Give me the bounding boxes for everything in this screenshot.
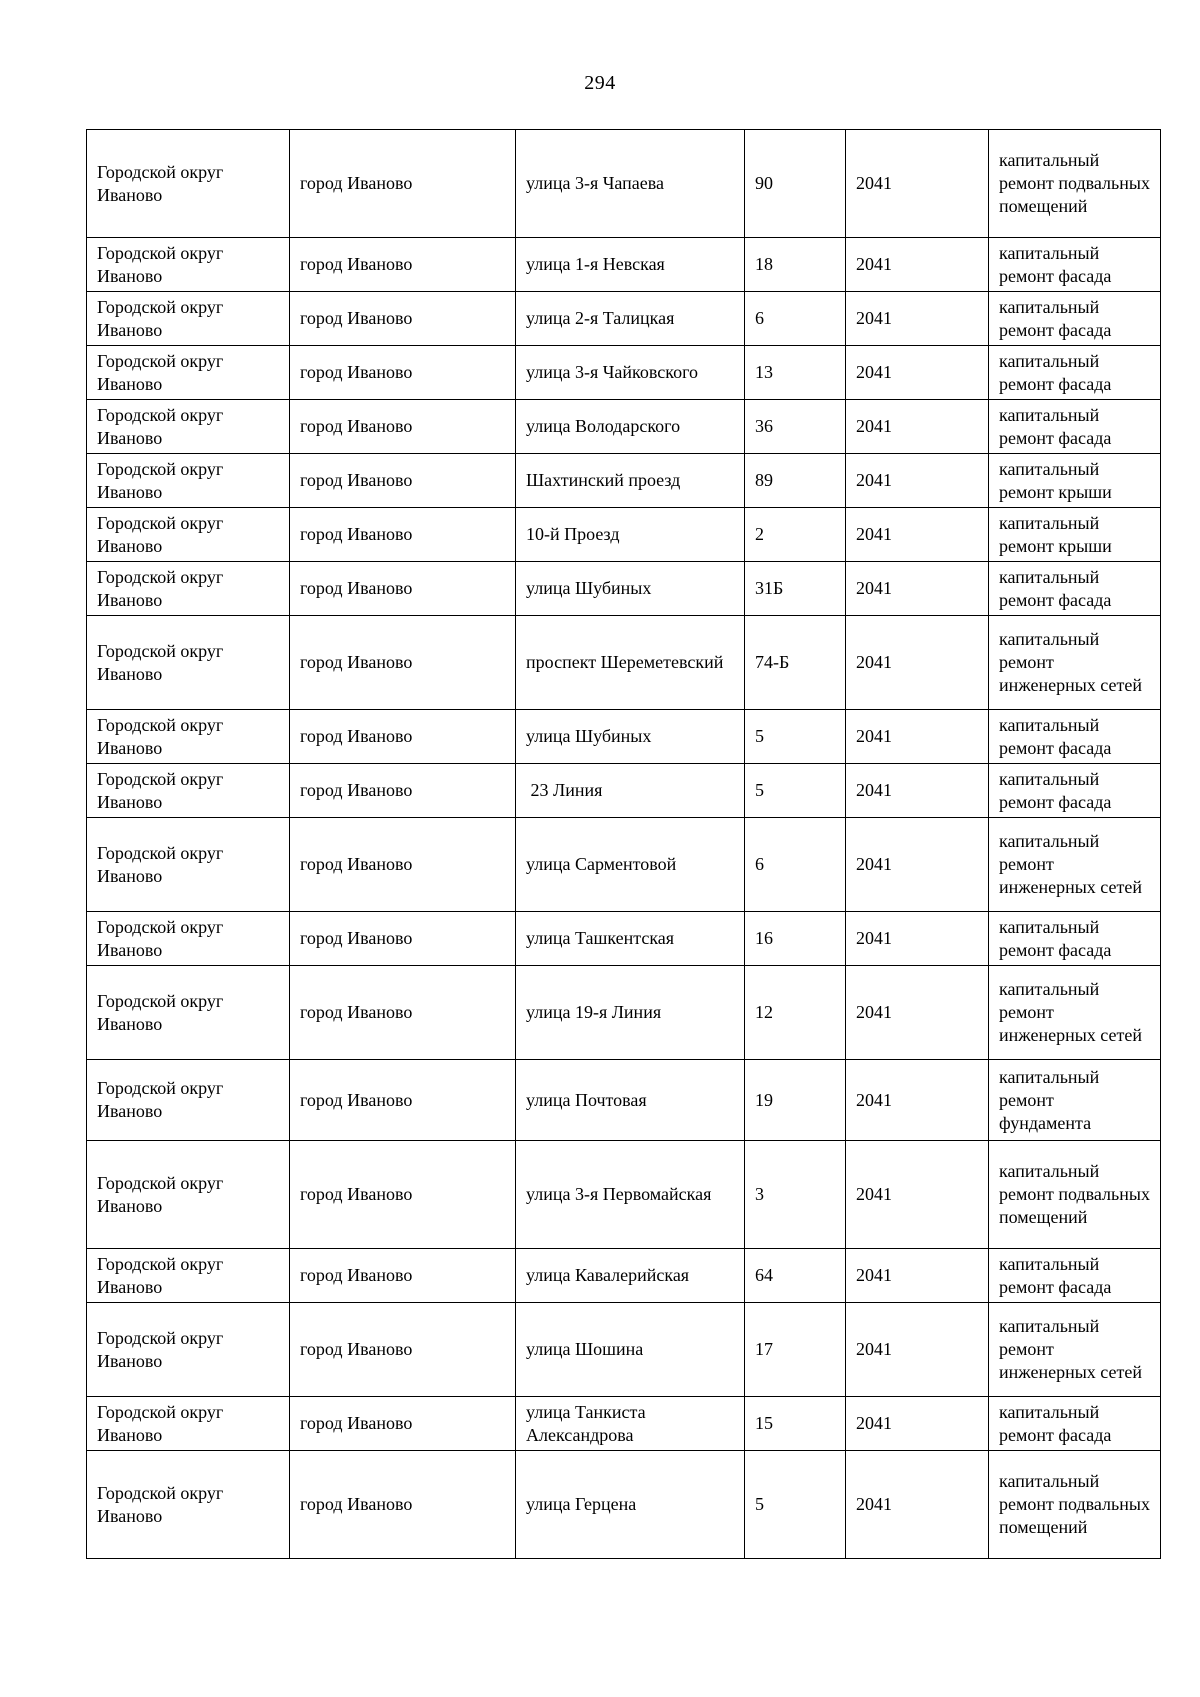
house-cell: 89 — [745, 454, 846, 508]
locality-cell: город Иваново — [290, 966, 516, 1060]
house-cell: 2 — [745, 508, 846, 562]
table-row — [87, 764, 1161, 818]
table-row — [87, 292, 1161, 346]
municipality-cell: Городской округ Иваново — [87, 1303, 290, 1397]
year-cell: 2041 — [846, 130, 989, 238]
year-cell: 2041 — [846, 562, 989, 616]
work-type-cell: капитальный ремонт фасада — [989, 400, 1161, 454]
street-cell: Шахтинский проезд — [516, 454, 745, 508]
municipality-cell: Городской округ Иваново — [87, 966, 290, 1060]
page-number: 294 — [584, 72, 616, 94]
year-cell: 2041 — [846, 292, 989, 346]
table-row — [87, 562, 1161, 616]
locality-cell: город Иваново — [290, 1451, 516, 1559]
work-type-cell: капитальный ремонт фасада — [989, 238, 1161, 292]
street-cell: улица Шошина — [516, 1303, 745, 1397]
work-type-cell: капитальный ремонт подвальных помещений — [989, 130, 1161, 238]
street-cell: улица 3-я Первомайская — [516, 1141, 745, 1249]
locality-cell: город Иваново — [290, 616, 516, 710]
year-cell: 2041 — [846, 238, 989, 292]
work-type-cell: капитальный ремонт подвальных помещений — [989, 1141, 1161, 1249]
housing-repair-table — [86, 129, 1161, 1559]
table-row — [87, 1397, 1161, 1451]
house-cell: 15 — [745, 1397, 846, 1451]
municipality-cell: Городской округ Иваново — [87, 130, 290, 238]
street-cell: улица Герцена — [516, 1451, 745, 1559]
house-cell: 5 — [745, 710, 846, 764]
locality-cell: город Иваново — [290, 238, 516, 292]
table-row — [87, 346, 1161, 400]
locality-cell: город Иваново — [290, 1060, 516, 1141]
municipality-cell: Городской округ Иваново — [87, 1249, 290, 1303]
street-cell: улица Шубиных — [516, 562, 745, 616]
house-cell: 64 — [745, 1249, 846, 1303]
table-row — [87, 1141, 1161, 1249]
municipality-cell: Городской округ Иваново — [87, 1397, 290, 1451]
year-cell: 2041 — [846, 1451, 989, 1559]
locality-cell: город Иваново — [290, 818, 516, 912]
year-cell: 2041 — [846, 454, 989, 508]
locality-cell: город Иваново — [290, 1397, 516, 1451]
street-cell: 10-й Проезд — [516, 508, 745, 562]
table-row — [87, 912, 1161, 966]
year-cell: 2041 — [846, 1303, 989, 1397]
year-cell: 2041 — [846, 346, 989, 400]
municipality-cell: Городской округ Иваново — [87, 818, 290, 912]
street-cell: улица 1-я Невская — [516, 238, 745, 292]
work-type-cell: капитальный ремонт подвальных помещений — [989, 1451, 1161, 1559]
table-row — [87, 400, 1161, 454]
house-cell: 5 — [745, 764, 846, 818]
locality-cell: город Иваново — [290, 912, 516, 966]
work-type-cell: капитальный ремонт крыши — [989, 508, 1161, 562]
year-cell: 2041 — [846, 1060, 989, 1141]
municipality-cell: Городской округ Иваново — [87, 912, 290, 966]
work-type-cell: капитальный ремонт инженерных сетей — [989, 1303, 1161, 1397]
municipality-cell: Городской округ Иваново — [87, 346, 290, 400]
work-type-cell: капитальный ремонт фундамента — [989, 1060, 1161, 1141]
house-cell: 31Б — [745, 562, 846, 616]
house-cell: 3 — [745, 1141, 846, 1249]
year-cell: 2041 — [846, 764, 989, 818]
table-row — [87, 1451, 1161, 1559]
table-row — [87, 1060, 1161, 1141]
house-cell: 12 — [745, 966, 846, 1060]
street-cell: улица Танкиста Александрова — [516, 1397, 745, 1451]
house-cell: 90 — [745, 130, 846, 238]
table-row — [87, 508, 1161, 562]
table-row — [87, 710, 1161, 764]
locality-cell: город Иваново — [290, 764, 516, 818]
house-cell: 16 — [745, 912, 846, 966]
year-cell: 2041 — [846, 400, 989, 454]
house-cell: 19 — [745, 1060, 846, 1141]
work-type-cell: капитальный ремонт инженерных сетей — [989, 616, 1161, 710]
municipality-cell: Городской округ Иваново — [87, 562, 290, 616]
locality-cell: город Иваново — [290, 1249, 516, 1303]
street-cell: улица Кавалерийская — [516, 1249, 745, 1303]
table-row — [87, 130, 1161, 238]
municipality-cell: Городской округ Иваново — [87, 238, 290, 292]
work-type-cell: капитальный ремонт фасада — [989, 1397, 1161, 1451]
year-cell: 2041 — [846, 912, 989, 966]
street-cell: улица 2-я Талицкая — [516, 292, 745, 346]
work-type-cell: капитальный ремонт инженерных сетей — [989, 966, 1161, 1060]
street-cell: улица Ташкентская — [516, 912, 745, 966]
street-cell: улица Шубиных — [516, 710, 745, 764]
work-type-cell: капитальный ремонт инженерных сетей — [989, 818, 1161, 912]
locality-cell: город Иваново — [290, 346, 516, 400]
municipality-cell: Городской округ Иваново — [87, 508, 290, 562]
work-type-cell: капитальный ремонт фасада — [989, 346, 1161, 400]
locality-cell: город Иваново — [290, 1141, 516, 1249]
house-cell: 17 — [745, 1303, 846, 1397]
locality-cell: город Иваново — [290, 508, 516, 562]
street-cell: улица Володарского — [516, 400, 745, 454]
street-cell: улица Почтовая — [516, 1060, 745, 1141]
table-row — [87, 616, 1161, 710]
street-cell: проспект Шереметевский — [516, 616, 745, 710]
work-type-cell: капитальный ремонт фасада — [989, 764, 1161, 818]
work-type-cell: капитальный ремонт фасада — [989, 710, 1161, 764]
street-cell: улица 3-я Чапаева — [516, 130, 745, 238]
house-cell: 36 — [745, 400, 846, 454]
house-cell: 18 — [745, 238, 846, 292]
municipality-cell: Городской округ Иваново — [87, 710, 290, 764]
year-cell: 2041 — [846, 966, 989, 1060]
municipality-cell: Городской округ Иваново — [87, 1141, 290, 1249]
year-cell: 2041 — [846, 710, 989, 764]
year-cell: 2041 — [846, 616, 989, 710]
locality-cell: город Иваново — [290, 292, 516, 346]
work-type-cell: капитальный ремонт фасада — [989, 1249, 1161, 1303]
street-cell: улица Сарментовой — [516, 818, 745, 912]
locality-cell: город Иваново — [290, 710, 516, 764]
municipality-cell: Городской округ Иваново — [87, 1060, 290, 1141]
house-cell: 6 — [745, 818, 846, 912]
locality-cell: город Иваново — [290, 454, 516, 508]
table-row — [87, 238, 1161, 292]
work-type-cell: капитальный ремонт фасада — [989, 912, 1161, 966]
municipality-cell: Городской округ Иваново — [87, 400, 290, 454]
municipality-cell: Городской округ Иваново — [87, 764, 290, 818]
table-row — [87, 966, 1161, 1060]
year-cell: 2041 — [846, 1249, 989, 1303]
year-cell: 2041 — [846, 1141, 989, 1249]
table-row — [87, 454, 1161, 508]
municipality-cell: Городской округ Иваново — [87, 292, 290, 346]
year-cell: 2041 — [846, 1397, 989, 1451]
house-cell: 6 — [745, 292, 846, 346]
locality-cell: город Иваново — [290, 1303, 516, 1397]
house-cell: 5 — [745, 1451, 846, 1559]
street-cell: улица 3-я Чайковского — [516, 346, 745, 400]
street-cell: 23 Линия — [516, 764, 745, 818]
work-type-cell: капитальный ремонт фасада — [989, 292, 1161, 346]
locality-cell: город Иваново — [290, 130, 516, 238]
municipality-cell: Городской округ Иваново — [87, 1451, 290, 1559]
work-type-cell: капитальный ремонт фасада — [989, 562, 1161, 616]
house-cell: 13 — [745, 346, 846, 400]
municipality-cell: Городской округ Иваново — [87, 616, 290, 710]
work-type-cell: капитальный ремонт крыши — [989, 454, 1161, 508]
table-row — [87, 1249, 1161, 1303]
municipality-cell: Городской округ Иваново — [87, 454, 290, 508]
table-row — [87, 818, 1161, 912]
locality-cell: город Иваново — [290, 400, 516, 454]
locality-cell: город Иваново — [290, 562, 516, 616]
street-cell: улица 19-я Линия — [516, 966, 745, 1060]
table-row — [87, 1303, 1161, 1397]
year-cell: 2041 — [846, 508, 989, 562]
house-cell: 74-Б — [745, 616, 846, 710]
year-cell: 2041 — [846, 818, 989, 912]
